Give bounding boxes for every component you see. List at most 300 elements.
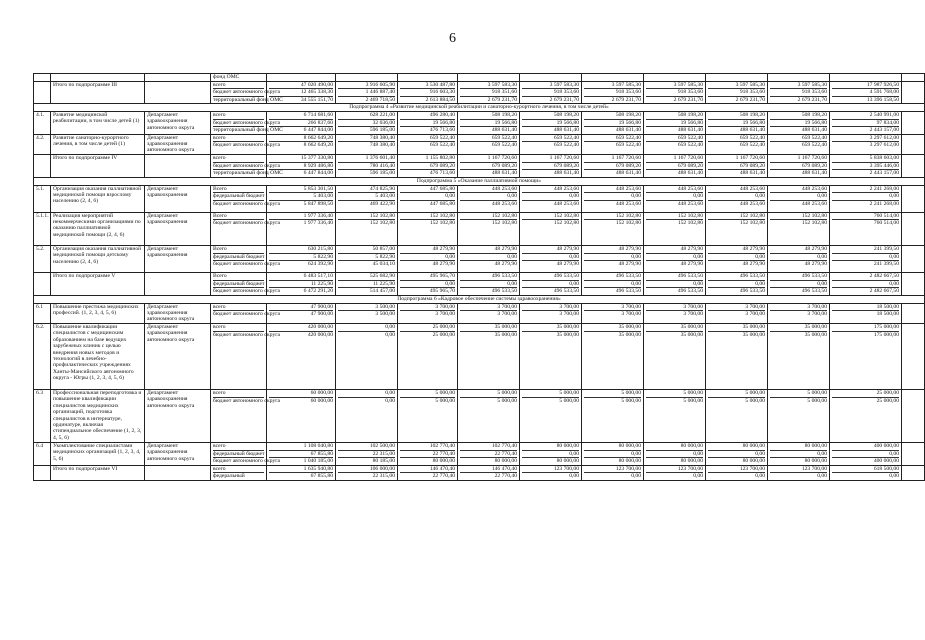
amount-cell — [458, 324, 520, 390]
row-executor: Департамент здравоохранения автономного округа — [145, 134, 211, 155]
amount-value: 476 713,60 — [429, 170, 455, 176]
amount-value: 123 700,00 — [522, 466, 579, 474]
amount-value: 106 000,00 — [338, 466, 395, 474]
funding-source-line: федеральный — [213, 473, 245, 479]
amount-value: 748 380,40 — [369, 142, 395, 148]
amount-cell — [582, 212, 644, 246]
amount-cell — [336, 155, 398, 178]
funding-source-line: всего — [213, 390, 264, 398]
amount-value: 0,00 — [400, 281, 455, 289]
funding-source-line: федеральный бюджет — [213, 280, 265, 287]
amount-value: 659 522,40 — [801, 142, 827, 148]
page-number: 6 — [449, 31, 456, 46]
amount-value: 48 279,90 — [680, 261, 703, 267]
amount-cell — [582, 303, 644, 324]
amount-value: 448 253,60 — [615, 200, 641, 207]
amount-value: 0,00 — [460, 281, 517, 289]
amount-value: 47 900,00 — [269, 304, 333, 312]
funding-source-line: всего — [213, 82, 264, 90]
margin-cell — [902, 465, 925, 480]
row-name: Профессиональная переподготовка и повышение квалификации специалистов медицинских организаций, подготовка специалистов в интернатуре, ординатуре, включая стипендиальное обеспечение (1, 2, 3, 4, 5, 6) — [51, 390, 145, 443]
amount-value: 0,00 — [770, 451, 827, 459]
amount-value: 123 700,00 — [646, 466, 703, 474]
amount-cell — [644, 465, 706, 480]
amount-cell — [830, 273, 902, 296]
funding-source-line: бюджет автономного округа — [213, 288, 281, 294]
amount-cell — [267, 465, 336, 480]
amount-cell — [398, 465, 458, 480]
amount-cell — [644, 246, 706, 273]
amount-value: 48 279,90 — [646, 246, 703, 254]
amount-value: 508 198,20 — [522, 112, 579, 120]
amount-value: 80 000,00 — [618, 458, 641, 464]
amount-value: 447 685,80 — [429, 200, 455, 207]
amount-value: 496 280,40 — [400, 112, 455, 120]
margin-cell — [902, 303, 925, 324]
funding-source-line: бюджет автономного округа — [213, 142, 281, 148]
amount-value — [460, 74, 517, 81]
subprogram-title: Подпрограмма 6 «Кадровое обеспечение системы здравоохранения» — [34, 295, 925, 303]
amount-value: 3 597 585,30 — [646, 82, 703, 90]
row-executor: Департамент здравоохранения автономного округа — [145, 390, 211, 443]
amount-cell — [644, 134, 706, 155]
amount-value: 2 482 667,50 — [832, 273, 899, 281]
amount-value — [646, 74, 703, 81]
amount-value: 488 631,40 — [615, 127, 641, 133]
amount-cell — [458, 390, 520, 443]
amount-value: 679 089,20 — [400, 163, 455, 171]
amount-cell — [520, 303, 582, 324]
amount-value: 2 241 268,00 — [869, 200, 899, 207]
table-row — [34, 185, 925, 212]
row-code: 6.3 — [34, 390, 51, 443]
amount-cell — [458, 246, 520, 273]
amount-value: 6 472 291,20 — [303, 288, 333, 294]
amount-cell — [458, 81, 520, 104]
amount-value: 25 000,00 — [400, 324, 455, 332]
amount-cell — [582, 74, 644, 82]
amount-cell — [458, 465, 520, 480]
amount-cell — [644, 324, 706, 390]
amount-cell — [336, 390, 398, 443]
amount-value: 448 253,60 — [584, 186, 641, 194]
amount-cell — [458, 443, 520, 466]
amount-value: 3 700,00 — [522, 304, 579, 312]
row-name — [51, 74, 145, 82]
amount-cell — [336, 185, 398, 212]
amount-cell — [830, 246, 902, 273]
table-body — [34, 74, 925, 481]
amount-value: 448 253,60 — [739, 200, 765, 207]
amount-value: 3 700,00 — [807, 311, 827, 317]
row-code — [34, 155, 51, 178]
amount-value: 1 167 720,60 — [646, 155, 703, 163]
amount-value: 3 916 605,90 — [338, 82, 395, 90]
row-code — [34, 81, 51, 104]
amount-value: 3 700,00 — [460, 304, 517, 312]
amount-value: 6 447 844,00 — [303, 170, 333, 176]
amount-value: 6 447 844,00 — [303, 127, 333, 133]
amount-cell — [768, 324, 830, 390]
row-name: Организация оказания паллиативной медицинской помощи детскому населению (2, 4, 6) — [51, 246, 145, 273]
amount-cell — [830, 324, 902, 390]
amount-value: 3 700,00 — [584, 304, 641, 312]
amount-cell — [336, 324, 398, 390]
amount-cell — [520, 443, 582, 466]
amount-cell — [336, 303, 398, 324]
funding-source-line: бюджет автономного округа — [213, 331, 281, 338]
row-name: Итого по подпрограмме V — [51, 273, 145, 296]
amount-value: 508 198,20 — [708, 112, 765, 120]
amount-value: 659 522,40 — [522, 135, 579, 143]
amount-value: 1 040 185,00 — [303, 458, 333, 464]
amount-value — [584, 74, 641, 81]
row-name: Развитие санаторно-курортного лечения, в том числе детей (1) — [51, 134, 145, 155]
table-row — [34, 246, 925, 273]
amount-value: 448 253,60 — [460, 186, 517, 194]
amount-value: 152 102,80 — [491, 220, 517, 226]
amount-cell — [458, 134, 520, 155]
funding-source — [211, 112, 283, 135]
amount-value: 2 613 884,50 — [425, 96, 455, 103]
table-row — [34, 303, 925, 324]
amount-value — [832, 74, 899, 81]
amount-cell — [336, 212, 398, 246]
amount-cell — [267, 212, 336, 246]
amount-value: 1 167 720,60 — [584, 155, 641, 163]
amount-value: 152 102,80 — [338, 213, 395, 221]
amount-cell — [398, 303, 458, 324]
amount-value: 659 522,40 — [584, 135, 641, 143]
amount-value: 22 770,40 — [494, 473, 517, 479]
funding-source-line: территориальный фонд ОМС — [213, 170, 283, 176]
amount-value: 2 241 268,00 — [832, 186, 899, 194]
amount-value — [522, 74, 579, 81]
amount-value: 1 167 720,60 — [708, 155, 765, 163]
amount-cell — [644, 74, 706, 82]
amount-value: 0,00 — [708, 193, 765, 201]
amount-value: 3 597 583,30 — [522, 82, 579, 90]
row-executor — [145, 74, 211, 82]
amount-value: 80 000,00 — [770, 443, 827, 451]
amount-cell — [830, 155, 902, 178]
amount-cell — [830, 74, 902, 82]
amount-value: 152 102,80 — [739, 220, 765, 226]
amount-cell — [520, 212, 582, 246]
amount-cell — [768, 185, 830, 212]
amount-value: 508 198,20 — [460, 112, 517, 120]
amount-value: 3 597 585,30 — [708, 82, 765, 90]
amount-value: 45 034,10 — [372, 261, 395, 267]
amount-value: 152 102,80 — [677, 220, 703, 226]
amount-value: 448 253,60 — [646, 186, 703, 194]
amount-value: 496 533,50 — [553, 288, 579, 294]
amount-value: 508 198,20 — [770, 112, 827, 120]
amount-value: 5 000,00 — [522, 390, 579, 398]
funding-source-line: всего — [213, 304, 264, 312]
amount-value: 3 700,00 — [683, 311, 703, 317]
amount-cell — [830, 390, 902, 443]
funding-source-line: Всего — [213, 246, 264, 254]
amount-cell — [706, 390, 768, 443]
margin-cell — [902, 155, 925, 178]
amount-value: 0,00 — [770, 281, 827, 289]
amount-value: 488 631,40 — [553, 170, 579, 176]
amount-value: 50 857,00 — [338, 246, 395, 254]
amount-cell — [336, 81, 398, 104]
amount-value: 448 253,60 — [491, 200, 517, 207]
amount-value: 3 597 585,30 — [584, 82, 641, 90]
amount-value: 8 929 486,80 — [269, 163, 333, 171]
amount-value: 3 597 583,30 — [460, 82, 517, 90]
amount-value: 496 533,50 — [646, 273, 703, 281]
amount-value: 918 353,60 — [584, 89, 641, 97]
amount-value: 13 396 158,50 — [866, 96, 899, 103]
table-row — [34, 390, 925, 443]
amount-value: 1 167 720,60 — [522, 155, 579, 163]
row-executor — [145, 273, 211, 296]
amount-value: 496 533,50 — [491, 288, 517, 294]
amount-cell — [706, 134, 768, 155]
amount-value: 0,00 — [832, 281, 899, 289]
amount-cell — [644, 273, 706, 296]
amount-value: 679 089,20 — [460, 163, 517, 171]
funding-source-line: бюджет автономного округа — [213, 119, 281, 126]
amount-cell — [706, 81, 768, 104]
amount-value: 596 185,00 — [369, 127, 395, 133]
amount-cell — [582, 273, 644, 296]
amount-cell — [398, 112, 458, 135]
amount-value: 1 446 887,40 — [338, 89, 395, 97]
amount-value: 0,00 — [460, 193, 517, 201]
amount-cell — [768, 390, 830, 443]
amount-value: 659 522,40 — [491, 142, 517, 148]
amount-cell — [520, 74, 582, 82]
amount-value: 5 000,00 — [770, 390, 827, 398]
row-name: Итого по подпрограмме IV — [51, 155, 145, 178]
amount-value: 146 470,40 — [400, 466, 455, 474]
amount-value: 0,00 — [708, 451, 765, 459]
amount-value: 0,00 — [646, 451, 703, 459]
amount-value: 496 533,50 — [739, 288, 765, 294]
row-code: 4.1. — [34, 112, 51, 135]
row-executor: Департамент здравоохранения — [145, 246, 211, 273]
amount-cell — [706, 155, 768, 178]
row-name: Развитие медицинской реабилитации, в том числе детей (1) — [51, 112, 145, 135]
row-name: Реализация мероприятий некоммерческими организациями по оказанию паллиативной медицинской помощи (2, 4, 6) — [51, 212, 145, 246]
amount-value: 469 422,90 — [369, 200, 395, 207]
amount-value: 496 533,50 — [584, 273, 641, 281]
amount-cell — [398, 443, 458, 466]
row-executor: Департамент здравоохранения — [145, 212, 211, 246]
amount-value: 123 700,00 — [584, 466, 641, 474]
amount-value: 15 377 330,80 — [269, 155, 333, 163]
amount-value: 659 522,40 — [770, 135, 827, 143]
amount-value: 152 102,80 — [429, 220, 455, 226]
amount-value: 11 225,90 — [338, 281, 395, 289]
amount-value: 0,00 — [646, 254, 703, 262]
funding-source — [211, 74, 267, 82]
amount-value: 5 000,00 — [460, 390, 517, 398]
amount-value: 448 253,60 — [801, 200, 827, 207]
row-name: Укомплектование специалистами медицинских организаций (1, 2, 3, 4, 5, 6) — [51, 443, 145, 466]
amount-value: 0,00 — [338, 324, 395, 332]
amount-value: 1 155 802,80 — [400, 155, 455, 163]
funding-source-line: всего — [213, 443, 264, 451]
margin-cell — [902, 273, 925, 296]
amount-value: 918 353,60 — [646, 89, 703, 97]
amount-value: 48 279,90 — [460, 246, 517, 254]
amount-value: 25 000,00 — [432, 331, 455, 338]
row-code — [34, 273, 51, 296]
amount-value: 400 000,00 — [873, 458, 899, 464]
amount-value: 659 522,40 — [708, 135, 765, 143]
amount-value: 48 279,90 — [400, 246, 455, 254]
amount-value: 2 679 231,70 — [549, 96, 579, 103]
amount-cell — [706, 212, 768, 246]
amount-value: 3 700,00 — [559, 311, 579, 317]
amount-cell — [520, 273, 582, 296]
amount-value: 679 089,20 — [584, 163, 641, 171]
margin-cell — [902, 390, 925, 443]
amount-value: 1 167 720,60 — [770, 155, 827, 163]
amount-value: 447 685,80 — [400, 186, 455, 194]
amount-value: 679 089,20 — [770, 163, 827, 171]
amount-value: 0,00 — [400, 193, 455, 201]
amount-value: 0,00 — [460, 254, 517, 262]
funding-source — [211, 185, 281, 212]
amount-value: 5 822,90 — [269, 254, 333, 262]
amount-value: 3 500,00 — [375, 311, 395, 317]
amount-value: 19 566,80 — [770, 120, 827, 128]
amount-value — [400, 74, 455, 81]
amount-cell — [830, 465, 902, 480]
amount-value: 2 679 231,70 — [735, 96, 765, 103]
funding-source — [211, 134, 281, 155]
amount-value: 47 020 490,00 — [269, 82, 333, 90]
document-table-wrapper — [33, 73, 906, 640]
amount-value: 918 351,60 — [460, 89, 517, 97]
amount-cell — [582, 324, 644, 390]
amount-value: 3 700,00 — [708, 304, 765, 312]
funding-source-line: бюджет автономного округа — [213, 458, 281, 464]
amount-value: 19 566,80 — [708, 120, 765, 128]
amount-value: 488 631,40 — [739, 170, 765, 176]
amount-cell — [520, 134, 582, 155]
amount-value: 679 089,20 — [522, 163, 579, 171]
amount-value: 2 679 231,70 — [611, 96, 641, 103]
amount-value: 35 000,00 — [522, 324, 579, 332]
amount-value: 241 399,50 — [832, 246, 899, 254]
amount-value: 2 443 157,00 — [869, 170, 899, 176]
amount-value: 48 279,90 — [432, 261, 455, 267]
amount-cell — [520, 185, 582, 212]
amount-value: 488 631,40 — [677, 127, 703, 133]
row-name: Организация оказания паллиативной медицинской помощи взрослому населению (2, 4, 6) — [51, 185, 145, 212]
row-code: 5.1.1. — [34, 212, 51, 246]
amount-cell — [706, 112, 768, 135]
budget-table — [33, 73, 925, 481]
table-row — [34, 443, 925, 466]
amount-value: 488 631,40 — [491, 170, 517, 176]
margin-cell — [902, 112, 925, 135]
row-executor: Департамент здравоохранения автономного округа — [145, 112, 211, 135]
row-code: 6.4 — [34, 443, 51, 466]
amount-value: 35 000,00 — [804, 331, 827, 338]
amount-value: 496 533,50 — [460, 273, 517, 281]
amount-value: 488 631,40 — [677, 170, 703, 176]
amount-value — [269, 74, 333, 81]
funding-source — [211, 324, 281, 390]
amount-value: 5 000,00 — [400, 390, 455, 398]
funding-source-line: федеральный бюджет — [213, 193, 265, 199]
funding-source — [211, 303, 281, 324]
amount-value: 488 631,40 — [801, 170, 827, 176]
amount-value: 8 662 649,20 — [269, 135, 333, 143]
amount-value: 80 000,00 — [432, 458, 455, 464]
amount-cell — [398, 81, 458, 104]
amount-value: 48 279,90 — [522, 246, 579, 254]
funding-source — [211, 81, 283, 104]
funding-source-line: всего — [213, 155, 264, 163]
amount-value: 35 000,00 — [680, 331, 703, 338]
amount-value: 152 102,80 — [770, 213, 827, 221]
amount-value: 5 000,00 — [621, 397, 641, 404]
amount-value: 0,00 — [400, 254, 455, 262]
amount-cell — [768, 112, 830, 135]
funding-source-line: бюджет автономного округа — [213, 200, 281, 207]
amount-value: 508 198,20 — [646, 112, 703, 120]
amount-value: 618 500,00 — [832, 466, 899, 474]
amount-value: 0,00 — [522, 281, 579, 289]
amount-cell — [336, 74, 398, 82]
amount-value: 476 713,60 — [429, 127, 455, 133]
amount-value: 0,00 — [770, 193, 827, 201]
amount-cell — [830, 112, 902, 135]
amount-value: 3 700,00 — [770, 304, 827, 312]
amount-value: 123 700,00 — [708, 466, 765, 474]
margin-cell — [902, 81, 925, 104]
amount-value: 152 102,80 — [801, 220, 827, 226]
amount-value: 496 533,50 — [615, 288, 641, 294]
table-row — [34, 324, 925, 390]
amount-value: 1 977 336,40 — [303, 220, 333, 226]
row-executor: Департамент здравоохранения автономного округа — [145, 324, 211, 390]
funding-source — [211, 273, 281, 296]
amount-value: 146 470,40 — [460, 466, 517, 474]
amount-value: 35 000,00 — [646, 324, 703, 332]
amount-value: 525 682,90 — [338, 273, 395, 281]
amount-value: 60 000,00 — [269, 390, 333, 398]
amount-value: 25 000,00 — [832, 390, 899, 398]
table-row — [34, 74, 925, 82]
amount-value: 48 279,90 — [584, 246, 641, 254]
amount-cell — [458, 212, 520, 246]
amount-cell — [830, 134, 902, 155]
amount-value: 5 853 301,50 — [269, 186, 333, 194]
amount-value: 0,00 — [385, 397, 395, 404]
amount-value: 80 000,00 — [494, 458, 517, 464]
amount-value: 80 000,00 — [584, 443, 641, 451]
amount-value: 5 000,00 — [683, 397, 703, 404]
amount-cell — [582, 155, 644, 178]
amount-value: 0,00 — [584, 281, 641, 289]
amount-value: 495 965,70 — [429, 288, 455, 294]
table-row — [34, 81, 925, 104]
amount-value: 22 770,40 — [400, 451, 455, 459]
amount-cell — [706, 324, 768, 390]
amount-value: 8 662 649,20 — [303, 142, 333, 148]
